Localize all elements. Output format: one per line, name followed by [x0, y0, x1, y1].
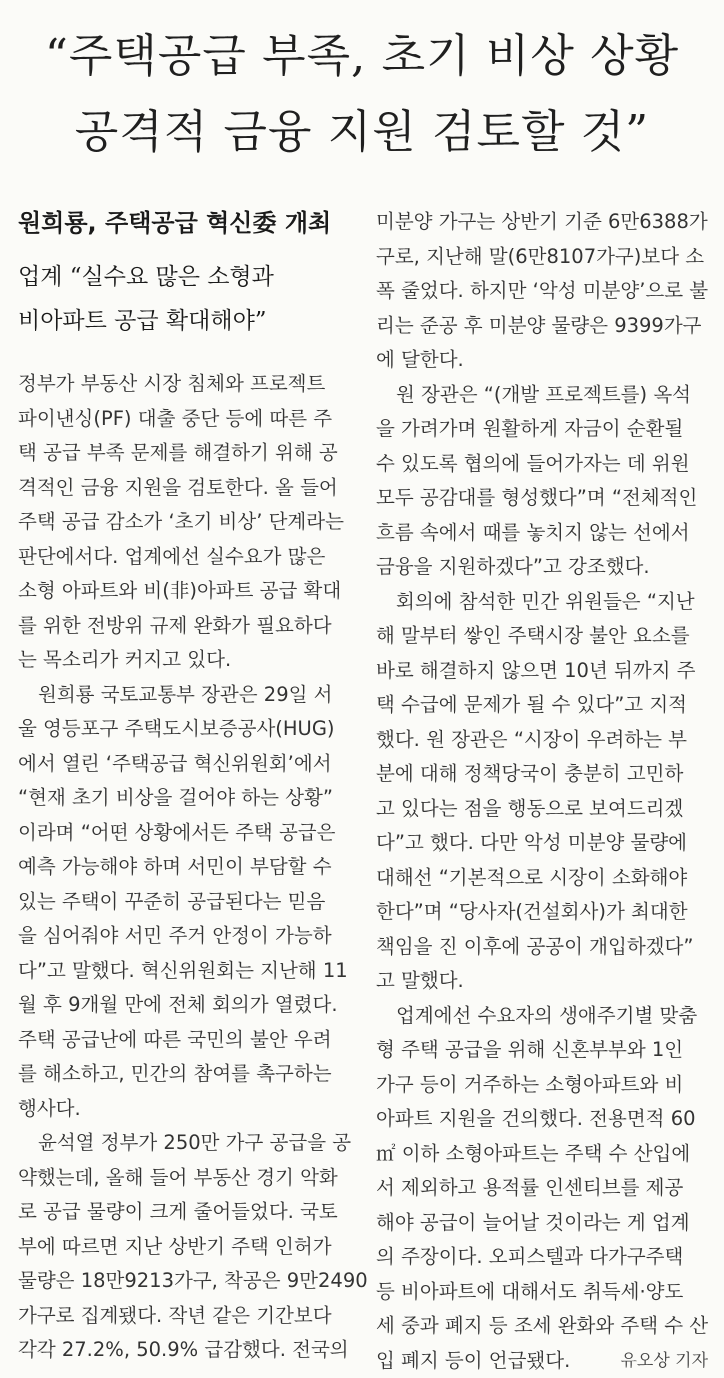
text-line: 를 위한 전방위 규제 완화가 필요하다 — [18, 609, 356, 644]
text-line: 리는 준공 후 미분양 물량은 9399가구 — [376, 309, 708, 344]
text-line: 원희룡 국토교통부 장관은 29일 서 — [18, 678, 356, 713]
text-line: 격적인 금융 지원을 검토한다. 올 들어 — [18, 471, 356, 506]
text-line: 행사다. — [18, 1092, 356, 1127]
text-line: 택 수급에 문제가 될 수 있다”고 지적 — [376, 688, 708, 723]
headline-line-1: “주택공급 부족, 초기 비상 상황 — [0, 18, 724, 94]
text-line: 물량은 18만9213가구, 착공은 9만2490 — [18, 1264, 356, 1299]
text-line: 형 주택 공급을 위해 신혼부부와 1인 — [376, 1033, 708, 1068]
secondary-subhead-line-1: 업계 “실수요 많은 소형과 — [18, 255, 356, 299]
text-line: 정부가 부동산 시장 침체와 프로젝트 — [18, 367, 356, 402]
text-line: 흐름 속에서 때를 놓치지 않는 선에서 — [376, 516, 708, 551]
text-line: 주택 공급 감소가 ‘초기 비상’ 단계라는 — [18, 505, 356, 540]
text-line: 가구 등이 거주하는 소형아파트와 비 — [376, 1068, 708, 1103]
text-line: 다”고 말했다. 혁신위원회는 지난해 11 — [18, 954, 356, 989]
headline-line-2: 공격적 금융 지원 검토할 것” — [0, 94, 724, 170]
text-line: “현재 초기 비상을 걸어야 하는 상황” — [18, 781, 356, 816]
primary-subhead: 원희룡, 주택공급 혁신委 개최 — [18, 205, 356, 241]
text-line: 의 주장이다. 오피스텔과 다가구주택 — [376, 1240, 708, 1275]
right-body-text — [376, 205, 708, 1344]
text-line: 이라며 “어떤 상황에서든 주택 공급은 — [18, 816, 356, 851]
text-line: 각각 27.2%, 50.9% 급감했다. 전국의 — [18, 1333, 356, 1368]
text-line: 울 영등포구 주택도시보증공사(HUG) — [18, 712, 356, 747]
closing-line — [376, 1344, 708, 1378]
text-line: 를 해소하고, 민간의 참여를 촉구하는 — [18, 1057, 356, 1092]
text-line: 고 말했다. — [376, 964, 708, 999]
text-line: 금융을 지원하겠다”고 강조했다. — [376, 550, 708, 585]
text-line: 구로, 지난해 말(6만8107가구)보다 소 — [376, 240, 708, 275]
text-line: 소형 아파트와 비(非)아파트 공급 확대 — [18, 574, 356, 609]
text-line: 모두 공감대를 형성했다”며 “전체적인 — [376, 481, 708, 516]
text-line: 분에 대해 정책당국이 충분히 고민하 — [376, 757, 708, 792]
text-line: 한다”며 “당사자(건설회사)가 최대한 — [376, 895, 708, 930]
right-column — [376, 205, 708, 1378]
left-body-text — [18, 367, 356, 1368]
text-line: 회의에 참석한 민간 위원들은 “지난 — [376, 585, 708, 620]
text-line: 을 가려가며 원활하게 자금이 순환될 — [376, 412, 708, 447]
text-line: 등 비아파트에 대해서도 취득세·양도 — [376, 1275, 708, 1310]
text-line: 는 목소리가 커지고 있다. — [18, 643, 356, 678]
final-text-line: 입 폐지 등이 언급됐다. — [376, 1344, 570, 1378]
headline — [0, 18, 724, 170]
text-line: 예측 가능해야 하며 서민이 부담할 수 — [18, 850, 356, 885]
byline: 유오상 기자 — [620, 1344, 708, 1378]
text-line: 해 말부터 쌓인 주택시장 불안 요소를 — [376, 619, 708, 654]
text-line: 해야 공급이 늘어날 것이라는 게 업계 — [376, 1206, 708, 1241]
text-line: 미분양 가구는 상반기 기준 6만6388가 — [376, 205, 708, 240]
text-line: 고 있다는 점을 행동으로 보여드리겠 — [376, 792, 708, 827]
text-line: 세 중과 폐지 등 조세 완화와 주택 수 산 — [376, 1309, 708, 1344]
text-line: 판단에서다. 업계에선 실수요가 많은 — [18, 540, 356, 575]
text-line: 로 공급 물량이 크게 줄어들었다. 국토 — [18, 1195, 356, 1230]
text-line: 파이낸싱(PF) 대출 중단 등에 따른 주 — [18, 402, 356, 437]
secondary-subhead-line-2: 비아파트 공급 확대해야” — [18, 299, 356, 343]
text-line: 아파트 지원을 건의했다. 전용면적 60 — [376, 1102, 708, 1137]
text-line: 가구로 집계됐다. 작년 같은 기간보다 — [18, 1299, 356, 1334]
text-line: 서 제외하고 용적률 인센티브를 제공 — [376, 1171, 708, 1206]
left-column — [18, 205, 356, 1368]
text-line: 약했는데, 올해 들어 부동산 경기 악화 — [18, 1161, 356, 1196]
secondary-subhead — [18, 255, 356, 343]
text-line: 부에 따르면 지난 상반기 주택 인허가 — [18, 1230, 356, 1265]
text-line: 대해선 “기본적으로 시장이 소화해야 — [376, 861, 708, 896]
text-line: 원 장관은 “(개발 프로젝트를) 옥석 — [376, 378, 708, 413]
text-line: 바로 해결하지 않으면 10년 뒤까지 주 — [376, 654, 708, 689]
text-line: 에서 열린 ‘주택공급 혁신위원회’에서 — [18, 747, 356, 782]
text-line: 주택 공급난에 따른 국민의 불안 우려 — [18, 1023, 356, 1058]
text-line: 다”고 했다. 다만 악성 미분양 물량에 — [376, 826, 708, 861]
text-line: 택 공급 부족 문제를 해결하기 위해 공 — [18, 436, 356, 471]
text-line: 업계에선 수요자의 생애주기별 맞춤 — [376, 999, 708, 1034]
text-line: ㎡ 이하 소형아파트는 주택 수 산입에 — [376, 1137, 708, 1172]
text-line: 했다. 원 장관은 “시장이 우려하는 부 — [376, 723, 708, 758]
text-line: 수 있도록 협의에 들어가자는 데 위원 — [376, 447, 708, 482]
text-line: 월 후 9개월 만에 전체 회의가 열렸다. — [18, 988, 356, 1023]
text-line: 윤석열 정부가 250만 가구 공급을 공 — [18, 1126, 356, 1161]
text-line: 을 심어줘야 서민 주거 안정이 가능하 — [18, 919, 356, 954]
text-line: 있는 주택이 꾸준히 공급된다는 믿음 — [18, 885, 356, 920]
text-line: 에 달한다. — [376, 343, 708, 378]
text-line: 책임을 진 이후에 공공이 개입하겠다” — [376, 930, 708, 965]
text-line: 폭 줄었다. 하지만 ‘악성 미분양’으로 불 — [376, 274, 708, 309]
